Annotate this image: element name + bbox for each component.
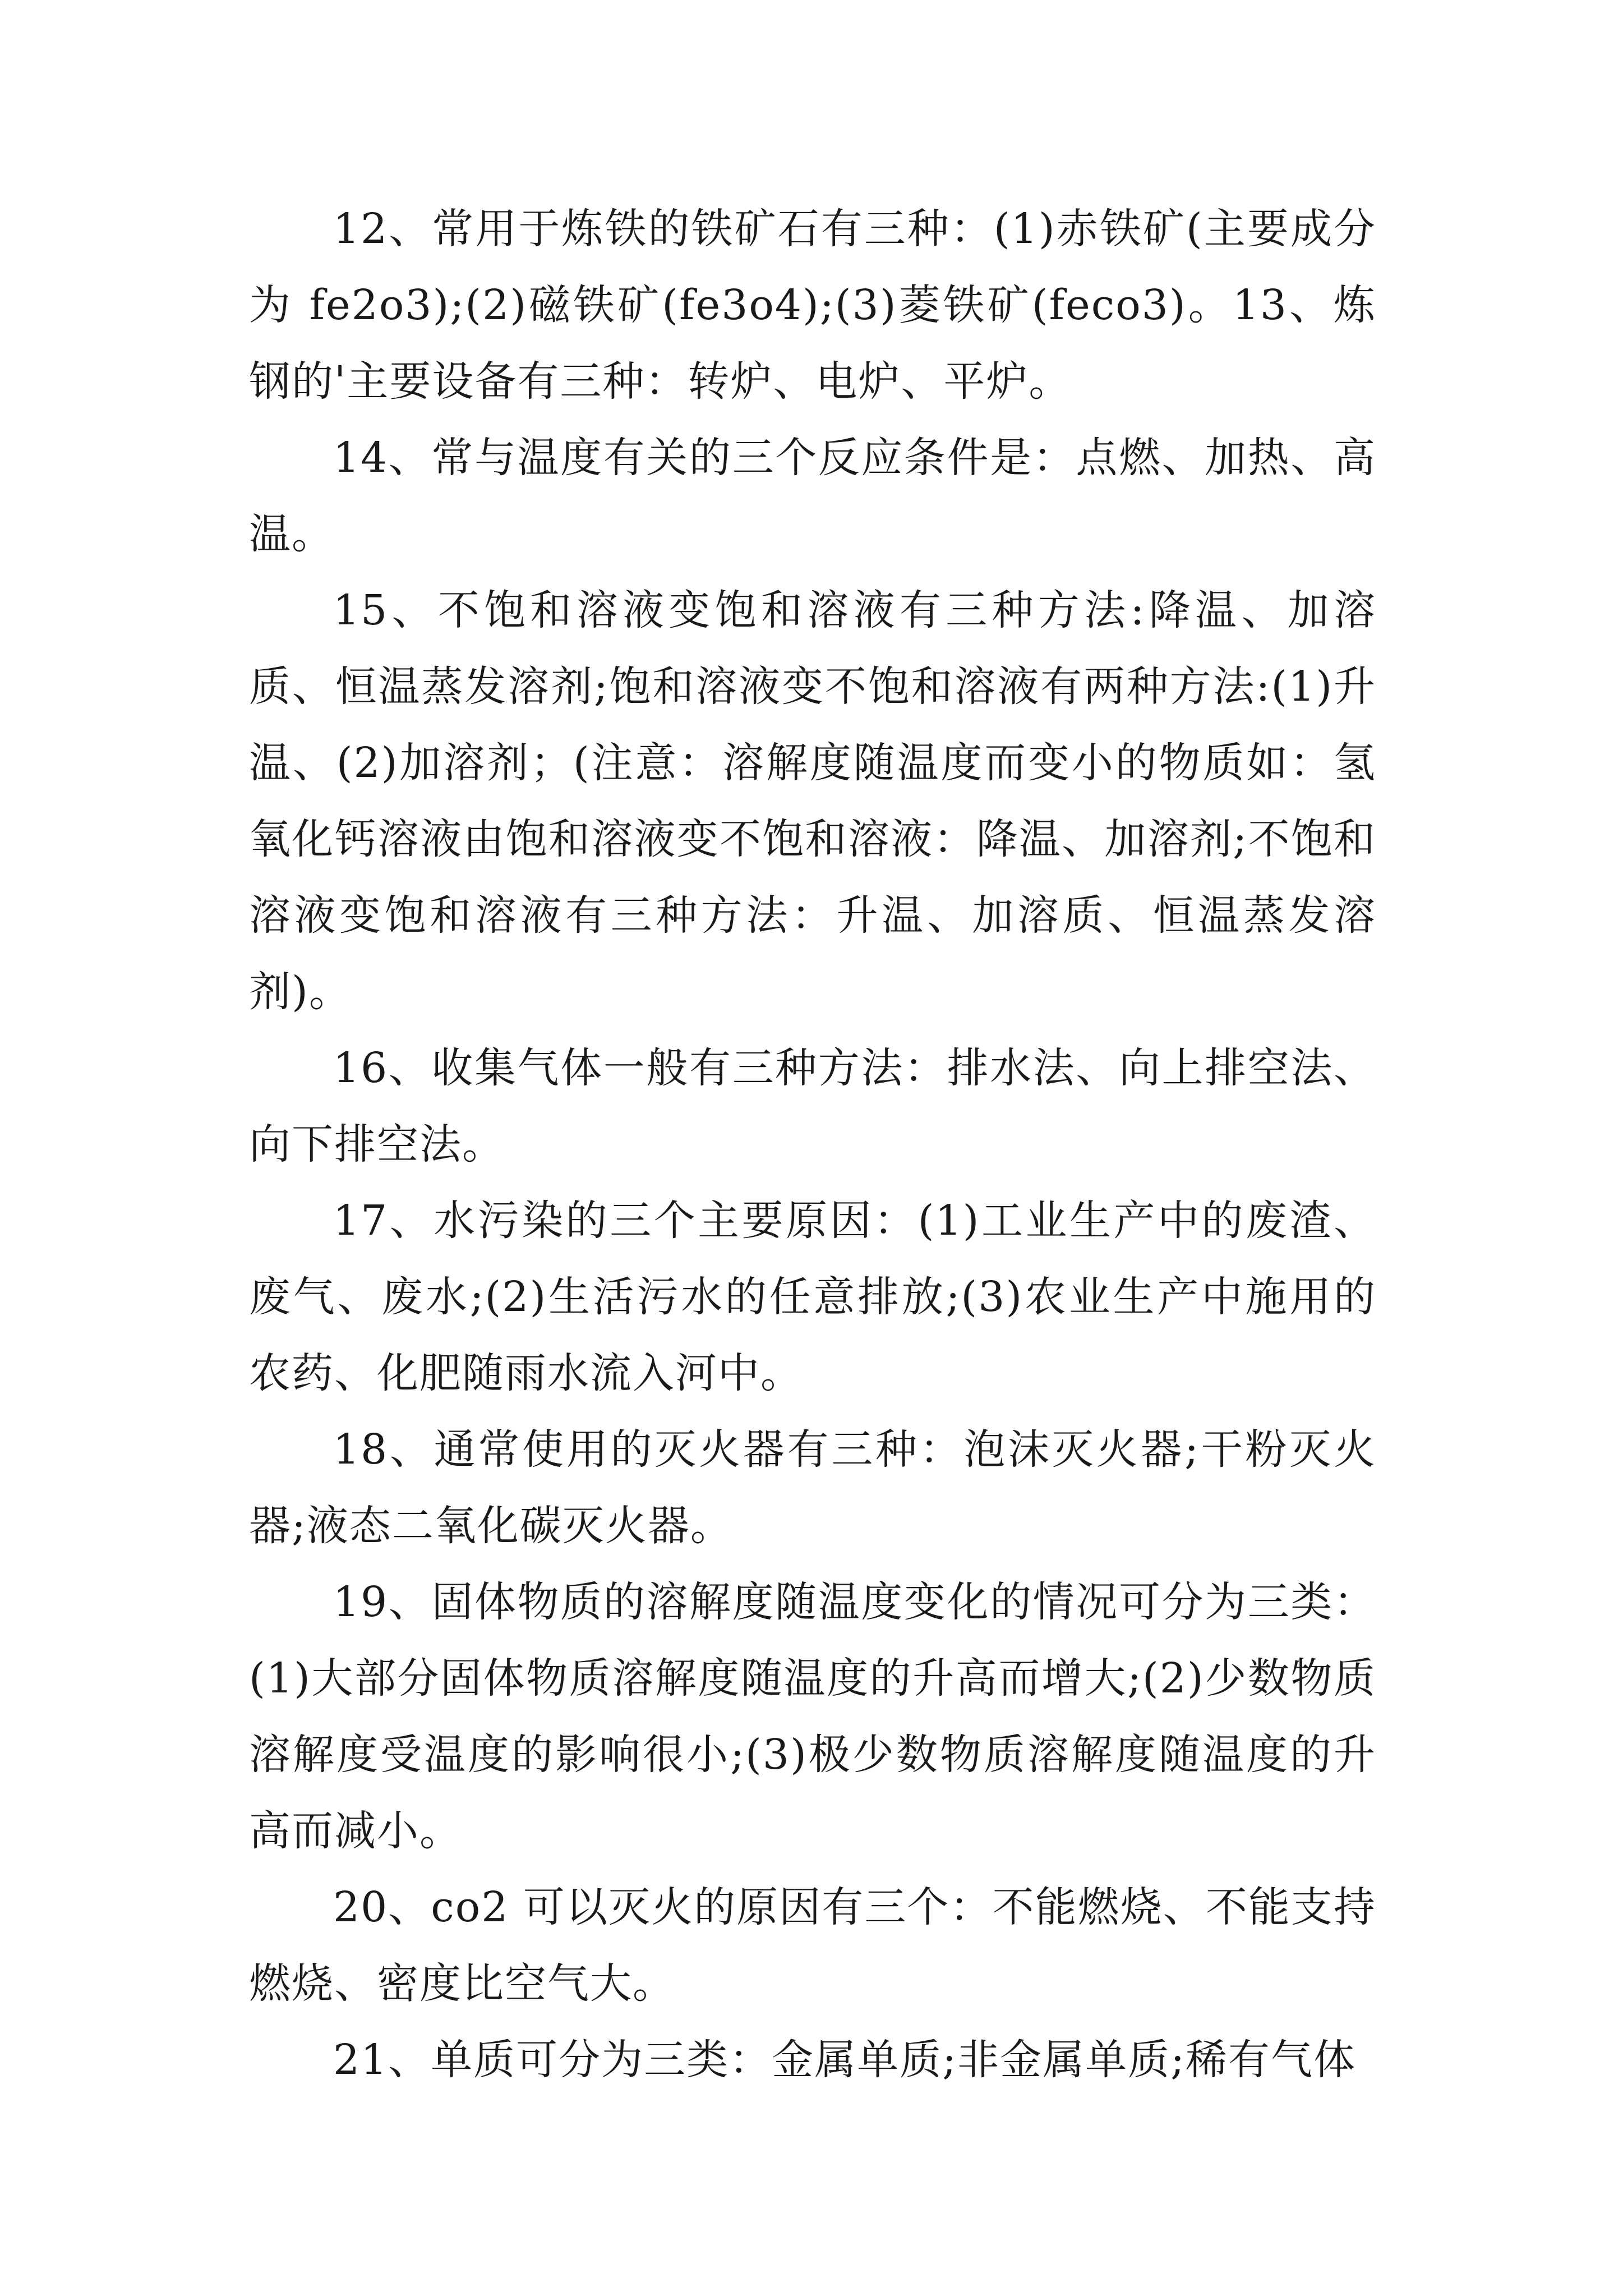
paragraph-17: 17、水污染的三个主要原因：(1)工业生产中的废渣、废气、废水;(2)生活污水的任意排放;(3)农业生产中施用的农药、化肥随雨水流入河中。: [249, 1197, 1376, 1397]
paragraph-14: 14、常与温度有关的三个反应条件是：点燃、加热、高温。: [249, 434, 1376, 558]
document-body: [249, 191, 1376, 2098]
paragraph-21: 21、单质可分为三类：金属单质;非金属单质;稀有气体: [333, 2036, 1357, 2084]
paragraph-19: 19、固体物质的溶解度随温度变化的情况可分为三类：(1)大部分固体物质溶解度随温度的升高而增大;(2)少数物质溶解度受温度的影响很小;(3)极少数物质溶解度随温度的升高而减小。: [249, 1578, 1376, 1855]
paragraph-16: 16、收集气体一般有三种方法：排水法、向上排空法、向下排空法。: [249, 1044, 1376, 1168]
paragraph-15: 15、不饱和溶液变饱和溶液有三种方法:降温、加溶质、恒温蒸发溶剂;饱和溶液变不饱和溶液有两种方法:(1)升温、(2)加溶剂；(注意：溶解度随温度而变小的物质如：氢氧化钙溶液由饱和溶液变不饱和溶液：降温、加溶剂;不饱和溶液变饱和溶液有三种方法：升温、加溶质、恒温蒸发溶剂)。: [249, 586, 1376, 1016]
paragraph-20: 20、co2 可以灭火的原因有三个：不能燃烧、不能支持燃烧、密度比空气大。: [249, 1883, 1376, 2008]
paragraph-18: 18、通常使用的灭火器有三种：泡沫灭火器;干粉灭火器;液态二氧化碳灭火器。: [249, 1425, 1376, 1550]
paragraph-12-13: 12、常用于炼铁的铁矿石有三种：(1)赤铁矿(主要成分为 fe2o3);(2)磁铁矿(fe3o4);(3)菱铁矿(feco3)。13、炼钢的'主要设备有三种：转炉、电炉、平炉。: [249, 205, 1376, 406]
